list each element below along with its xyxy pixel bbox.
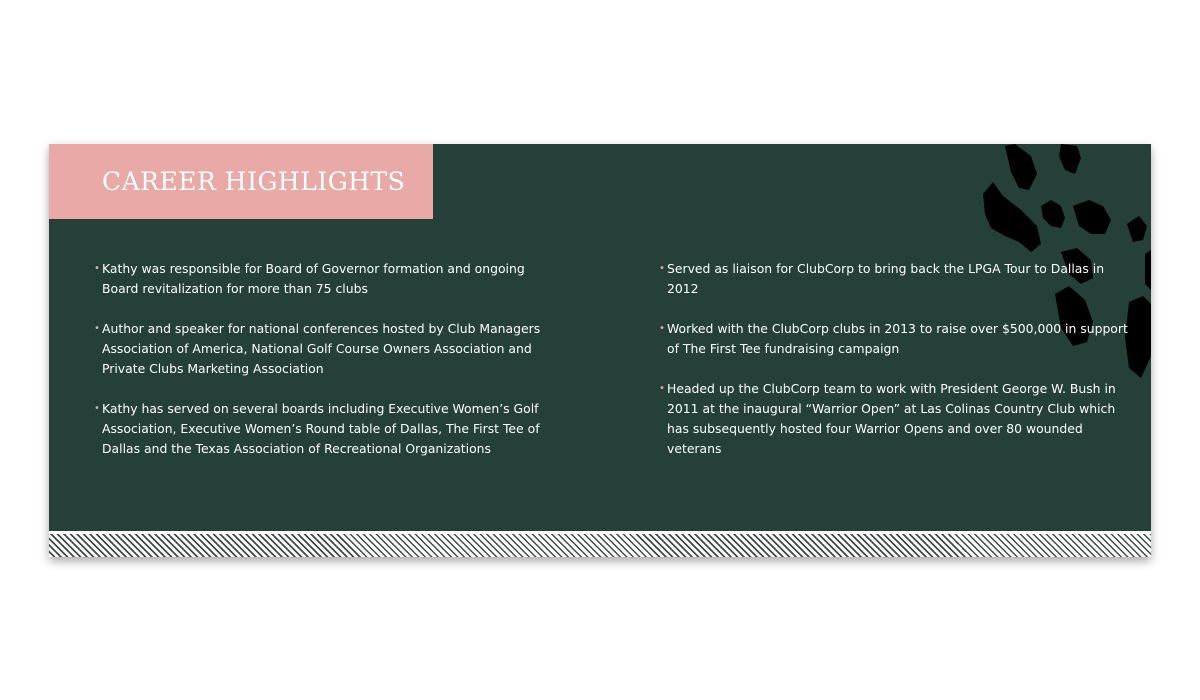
bullet-icon: • xyxy=(659,263,665,274)
section-title: CAREER HIGHLIGHTS xyxy=(102,167,406,196)
title-banner xyxy=(49,144,433,219)
bullet-icon: • xyxy=(94,263,100,274)
list-item-text: Author and speaker for national conferences hosted by Club Managers Association of America, National Golf Course Owners Association and Private Clubs Marketing Association xyxy=(102,321,541,376)
diagonal-stripe-border xyxy=(49,534,1151,557)
career-highlights-card xyxy=(49,144,1151,557)
list-item xyxy=(94,259,564,299)
list-item-text: Kathy has served on several boards including Executive Women’s Golf Association, Executive Women’s Round table of Dallas, The First Tee of Dallas and the Texas Association of Recreational Organizations xyxy=(102,401,540,456)
list-item-text: Worked with the ClubCorp clubs in 2013 to raise over $500,000 in support of The First Tee fundraising campaign xyxy=(667,321,1128,356)
bullet-icon: • xyxy=(659,383,665,394)
highlights-column-right xyxy=(659,259,1129,479)
list-item xyxy=(659,319,1129,359)
bullet-icon: • xyxy=(94,403,100,414)
list-item-text: Kathy was responsible for Board of Governor formation and ongoing Board revitalization for more than 75 clubs xyxy=(102,261,525,296)
bullet-icon: • xyxy=(659,323,665,334)
list-item-text: Served as liaison for ClubCorp to bring back the LPGA Tour to Dallas in 2012 xyxy=(667,261,1105,296)
list-item-text: Headed up the ClubCorp team to work with President George W. Bush in 2011 at the inaugural “Warrior Open” at Las Colinas Country Club which has subsequently hosted four Warrior Opens and over 80 wounded veterans xyxy=(667,381,1116,456)
list-item xyxy=(94,319,564,379)
list-item xyxy=(659,259,1129,299)
highlights-panel xyxy=(49,144,1151,531)
highlights-column-left xyxy=(94,259,564,479)
bullet-icon: • xyxy=(94,323,100,334)
list-item xyxy=(94,399,564,459)
list-item xyxy=(659,379,1129,459)
